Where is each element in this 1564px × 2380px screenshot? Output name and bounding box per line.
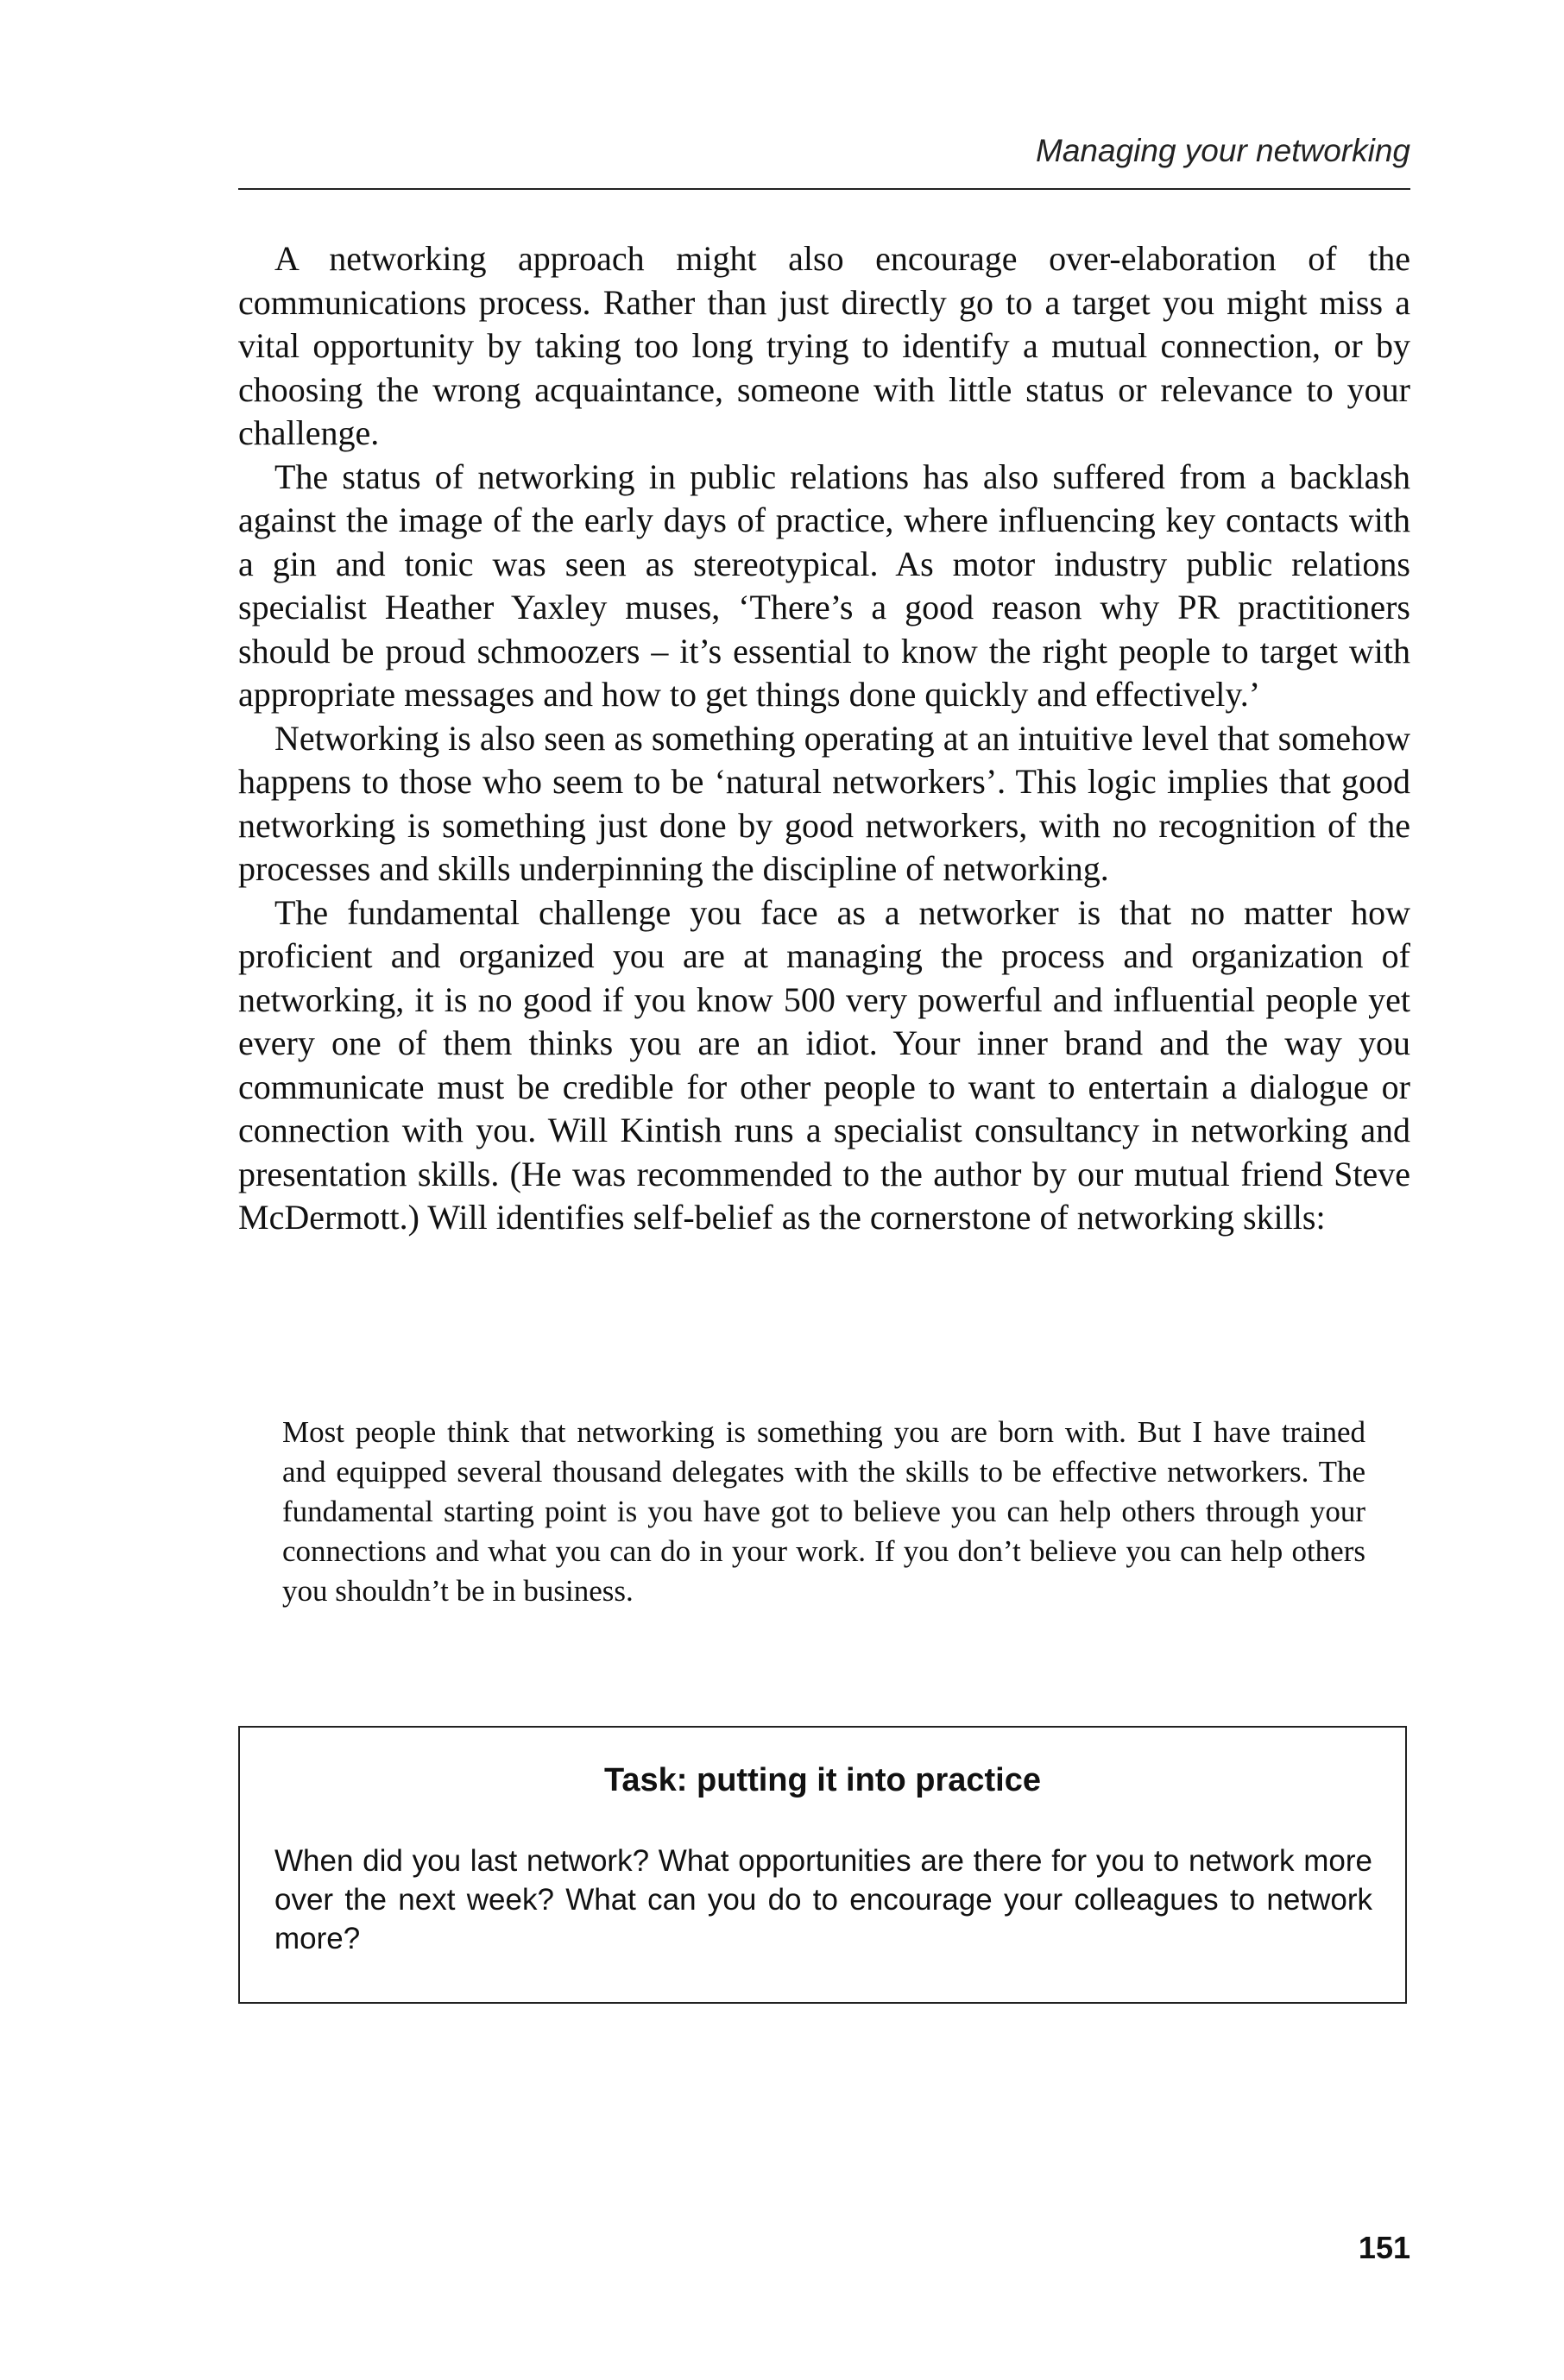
quote-text: Most people think that networking is something you are born with. But I have trained and equipped several thousand delegates with the skills to be effective networkers. The fundamental starting point is you have got to believe you can help others through your connections and what you can do in your work. If you don’t believe you can help others you shouldn’t be in business. — [282, 1415, 1365, 1608]
paragraph-1: A networking approach might also encourage over-elaboration of the communications process. Rather than just directly go to a target you might miss a vital opportunity by taking too long trying to identify a mutual connection, or by choosing the wrong acquaintance, someone with little status or relevance to your challenge. — [238, 239, 1410, 452]
page-number: 151 — [1358, 2230, 1410, 2265]
body-text — [238, 237, 1410, 1240]
paragraph-2: The status of networking in public relations has also suffered from a backlash against the image of the early days of practice, where influencing key contacts with a gin and tonic was seen as stereotypical. As motor industry public relations specialist Heather Yaxley muses, ‘There’s a good reason why PR practitioners should be proud schmoozers – it’s essential to know the right people to target with appropriate messages and how to get things done quickly and effectively.’ — [238, 456, 1410, 714]
block-quote — [282, 1413, 1365, 1611]
paragraph-3: Networking is also seen as something operating at an intuitive level that somehow happens to those who seem to be ‘natural networkers’. This logic implies that good networking is something just done by good networkers, with no recognition of the processes and skills underpinning the discipline of networking. — [238, 718, 1410, 888]
task-title: Task: putting it into practice — [604, 1762, 1041, 1798]
paragraph-4: The fundamental challenge you face as a networker is that no matter how proficient and organized you are at managing the process and organization of networking, it is no good if you know 500 very powerful and influential people yet every one of them thinks you are an idiot. Your inner brand and the way you communicate must be credible for other people to want to entertain a dialogue or connection with you. Will Kintish runs a specialist consultancy in networking and presentation skills. (He was recommended to the author by our mutual friend Steve McDermott.) Will identifies self-belief as the cornerstone of networking skills: — [238, 892, 1410, 1237]
running-head: Managing your networking — [1036, 133, 1410, 168]
task-text: When did you last network? What opportunities are there for you to network more over the next week? What can you do to encourage your colleagues to network more? — [274, 1844, 1372, 1955]
task-box — [238, 1726, 1407, 2004]
header-rule — [238, 188, 1410, 190]
